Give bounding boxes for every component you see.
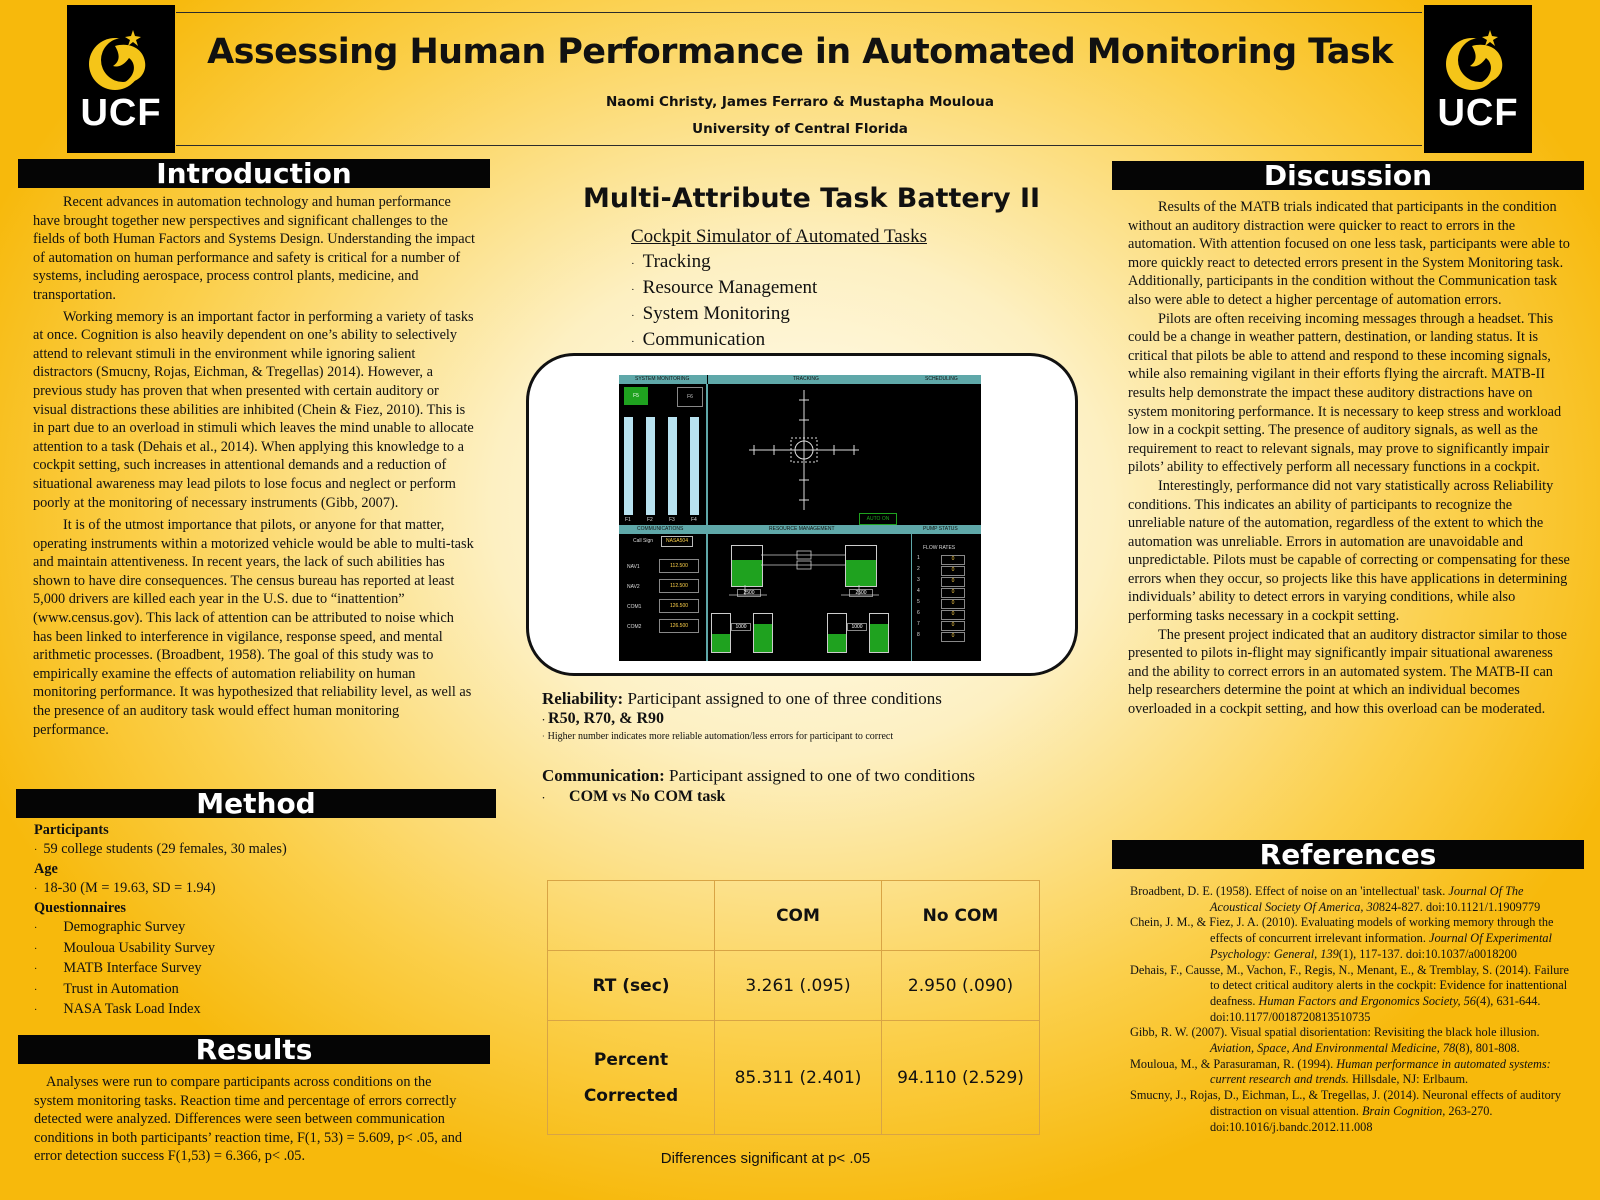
table-row [548,1021,1040,1135]
panel-label: TRACKING [793,376,819,382]
list-item: · Resource Management [631,277,818,298]
radio-label: NAV2 [627,584,640,590]
tank-value: 1000 [731,623,751,631]
pegasus-icon [1442,24,1514,96]
communication-levels: · COM vs No COM task [542,788,726,805]
reliability-line [542,689,942,709]
pump-lines [719,545,909,655]
matb-subtitle: Cockpit Simulator of Automated Tasks [631,226,927,247]
callsign-label: Call Sign [633,538,654,544]
matb-task-list [631,250,817,354]
poster-authors: Naomi Christy, James Ferraro & Mustapha Mouloua [605,94,995,110]
intro-paragraph: Working memory is an important factor in performing a variety of tasks at once. Cognition is also heavily dependent on one’s ability to selectively attend to relevant stimuli in the environment while ignoring salient distractors (Smucny, Rojas, Eichman, & Tregellas) 2014). However, a previous study has proven that when presented with certain auditory or visual distractions these abilities are inhibited (Chein & Fiez, 2010). This is in part due to an overload in stimuli which leaves the mind unable to allocate attention to a task (Dehais et al., 2014). When applying this knowledge to a cockpit setting, such increases in attentional demands and a reduction of situational awareness may lead pilots to lose focus and neglect or perform poorly at the monitoring of necessary instruments (Gibb, 2007). [33,308,474,511]
list-item: · NASA Task Load Index [34,1001,201,1018]
discussion-paragraph: Interestingly, performance did not vary statistically across Reliability conditions. This indicates an ability of participants to recognize the unreliable nature of the automation, regardless of the extent to which the automation was unreliable. Errors in automation are unavoidable and unpredictable. Pilots must be capable of correcting or compensating for these errors when they occur, so projects like this have applications in determining individuals’ ability to detect errors in varying conditions, while also performing tasks necessary in a cockpit setting. [1128,477,1570,625]
discussion-paragraph: Results of the MATB trials indicated that participants in the condition without an auditory distraction were quicker to react to errors in the automation. With attention focused on one less task, participants were able to more quickly react to detected errors present in the System Monitoring task. Additionally, participants in the condition without the Communication task also were able to detect a higher percentage of automation errors. [1128,199,1570,308]
panel-divider [911,534,912,661]
age-item: · 18-30 (M = 19.63, SD = 1.94) [34,879,216,896]
table-row [548,951,1040,1021]
list-item: · Communication [631,329,766,350]
results-body [34,1073,474,1166]
gauge-f4[interactable] [690,417,699,515]
reliability-levels: · R50, R70, & R90 [542,710,665,727]
table-header-cell: COM [715,881,882,951]
reference-item: Gibb, R. W. (2007). Visual spatial disorientation: Revisiting the black hole illusion. Aviation, Space, And Environmental Medicine, 78(8), 801-808. [1130,1025,1540,1056]
tank-value: 2500 [737,589,761,597]
references-heading: References [1112,840,1584,869]
tracking-crosshair [749,390,859,510]
age-text: 18-30 (M = 19.63, SD = 1.94) [43,879,216,896]
communication-line [542,766,975,786]
frequency-field[interactable]: 126.500 [659,599,699,613]
table-header-cell: No COM [882,881,1040,951]
frequency-field[interactable]: 112.500 [659,579,699,593]
pump-status-table: 1 0 2 0 3 0 4 0 5 0 6 0 7 0 8 0 [917,555,977,643]
panel-divider [706,384,708,661]
f6-button[interactable]: F6 [677,387,703,407]
auto-on-button[interactable]: AUTO ON [859,513,897,525]
list-item: · MATB Interface Survey [34,960,202,977]
frequency-field[interactable]: 126.500 [659,619,699,633]
intro-paragraph: Recent advances in automation technology and human performance have brought together new perspectives and significant challenges to the fields of both Human Factors and Systems Design. Understanding the impact of automation on human performance and safety is critical for a number of systems, including aerospace, process control plants, medicine, and transportation. [33,194,475,303]
reliability-label: Reliability: [542,689,624,708]
ucf-logo-right [1424,5,1532,153]
intro-paragraph: It is of the utmost importance that pilots, or anyone for that matter, operating instruments within a motorized vehicle would be able to multi-task and maintain attentiveness. In recent years, the lack of such abilities has shown to have dire consequences. The census bureau has reported at least 5,000 drivers are killed each year in the U.S. due to “inattention” (www.census.gov). This lack of attention can be attributed to noise which has been linked to interference in vigilance, response speed, and mental arithmetic processes. (Broadbent, 1958). The goal of this study was to empirically examine the effects of automation reliability on human monitoring performance. It was hypothesized that reliability level, as well as the presence of an auditory task would effect human monitoring performance. [33,517,474,738]
frequency-field[interactable]: 112.500 [659,559,699,573]
table-cell: 85.311 (2.401) [715,1021,882,1135]
gauge-f3[interactable] [668,417,677,515]
discussion-paragraph: The present project indicated that an auditory distractor similar to those presented to pilots in-flight may significantly impair situational awareness and the ability to correct errors in an automated system. The MATB-II can help researchers determine the point at which an individual becomes overloaded in a cockpit setting, and how this overload can be moderated. [1128,626,1567,718]
results-heading: Results [18,1035,490,1064]
age-label: Age [34,861,58,878]
gauge-label: F2 [647,517,653,523]
list-item: · Demographic Survey [34,918,186,935]
questionnaires-label: Questionnaires [34,900,126,917]
flow-label: FLOW RATES [923,545,956,551]
table-row-label: Percent Corrected [548,1021,715,1135]
communication-text: Participant assigned to one of two conditions [669,766,975,785]
table-footnote: Differences significant at p< .05 [660,1150,871,1167]
panel-label: COMMUNICATIONS [637,526,684,532]
table-cell: 2.950 (.090) [882,951,1040,1021]
poster-affiliation: University of Central Florida [692,121,908,137]
gauge-f2[interactable] [646,417,655,515]
pegasus-icon [85,24,157,96]
participants-text: 59 college students (29 females, 30 males) [43,840,287,857]
discussion-heading: Discussion [1112,161,1584,190]
tank-value: 2500 [849,589,873,597]
introduction-body [33,193,475,739]
matb-title: Multi-Attribute Task Battery II [583,183,1041,214]
gauge-label: F4 [691,517,697,523]
gauge-label: F1 [625,517,631,523]
method-heading: Method [16,789,496,818]
discussion-body [1128,198,1570,719]
radio-label: COM1 [627,604,642,610]
reference-item: Smucny, J., Rojas, D., Eichman, L., & Tregellas, J. (2014). Neuronal effects of auditory distraction on visual attention. Brain Cognition, 263-270. doi:10.1016/j.bandc.2012.11.008 [1130,1088,1562,1134]
panel-label: SYSTEM MONITORING [635,376,690,382]
reference-item: Broadbent, D. E. (1958). Effect of noise on an 'intellectual' task. Journal Of The Acoustical Society Of America, 30824-827. doi:10.1121/1.1909779 [1130,884,1541,914]
logo-text: UCF [80,91,162,134]
radio-label: NAV1 [627,564,640,570]
results-table [547,880,1040,1135]
participants-label: Participants [34,822,109,838]
ucf-logo-left [67,5,175,153]
references-list [1130,884,1570,1135]
reference-item: Dehais, F., Causse, M., Vachon, F., Regis, N., Menant, E., & Tremblay, S. (2014). Failure to detect critical auditory alerts in the cockpit: Evidence for inattentional deafness. Human Factors and Ergonomics Society, 56(4), 631-644. doi:10.1177/0018720813510735 [1130,962,1569,1024]
table-cell: 3.261 (.095) [715,951,882,1021]
gauge-label: F3 [669,517,675,523]
list-item: · Mouloua Usability Survey [34,939,216,956]
participants-item: · 59 college students (29 females, 30 males) [34,840,287,857]
header-bottom-rule [176,145,1422,146]
results-paragraph: Analyses were run to compare participants across conditions on the system monitoring tasks. Reaction time and percentage of errors correctly detected were analyzed. Differences were seen between communication conditions in both participants’ reaction time, F(1, 53) = 5.609, p< .05, and error detection success F(1,53) = 6.366, p< .05. [34,1074,463,1165]
tank-value: 1000 [847,623,867,631]
panel-label: PUMP STATUS [923,526,958,532]
reference-item: Chein, J. M., & Fiez, J. A. (2010). Evaluating models of working memory through the effects of concurrent irrelevant information. Journal Of Experimental Psychology: General, 139(1), 117-137. doi:10.1037/a0018200 [1130,915,1554,961]
f5-button[interactable]: F5 [624,387,648,405]
reliability-note: · Higher number indicates more reliable automation/less errors for participant to correct [542,731,894,742]
method-body [34,821,474,1021]
communication-label: Communication: [542,766,665,785]
introduction-heading: Introduction [18,159,490,188]
list-item: · System Monitoring [631,303,790,324]
panel-label: RESOURCE MANAGEMENT [769,526,835,532]
radio-label: COM2 [627,624,642,630]
discussion-paragraph: Pilots are often receiving incoming messages through a headset. This could be a change in weather pattern, destination, or landing status. It is critical that pilots be able to attend and respond to these incoming signals, while also remaining vigilant in their efforts flying the aircraft. MATB-II results help demonstrate the impact these auditory distractions have on system monitoring performance. It is necessary to keep stress and workload low in a cockpit setting. The presence of auditory signals, as well as the requirement to react to relevant signals, may prove to significantly impair pilots’ ability to effectively perform all necessary functions in a cockpit. [1128,310,1562,476]
table-row-label: RT (sec) [548,951,715,1021]
questionnaire-list [34,918,474,1021]
poster-title: Assessing Human Performance in Automated Monitoring Task [207,32,1393,72]
reference-item: Mouloua, M., & Parasuraman, R. (1994). Human performance in automated systems: current research and trends. Hillsdale, NJ: Erlbaum. [1130,1056,1551,1087]
callsign-value: NASA504 [661,536,693,547]
table-cell: 94.110 (2.529) [882,1021,1040,1135]
logo-text: UCF [1437,91,1519,134]
table-header-cell [548,881,715,951]
reliability-text: Participant assigned to one of three conditions [627,689,942,708]
list-item: · Tracking [631,251,711,272]
matb-screenshot [619,375,981,661]
list-item: · Trust in Automation [34,980,179,997]
panel-label: SCHEDULING [925,376,958,382]
gauge-f1[interactable] [624,417,633,515]
header-top-rule [176,12,1422,13]
